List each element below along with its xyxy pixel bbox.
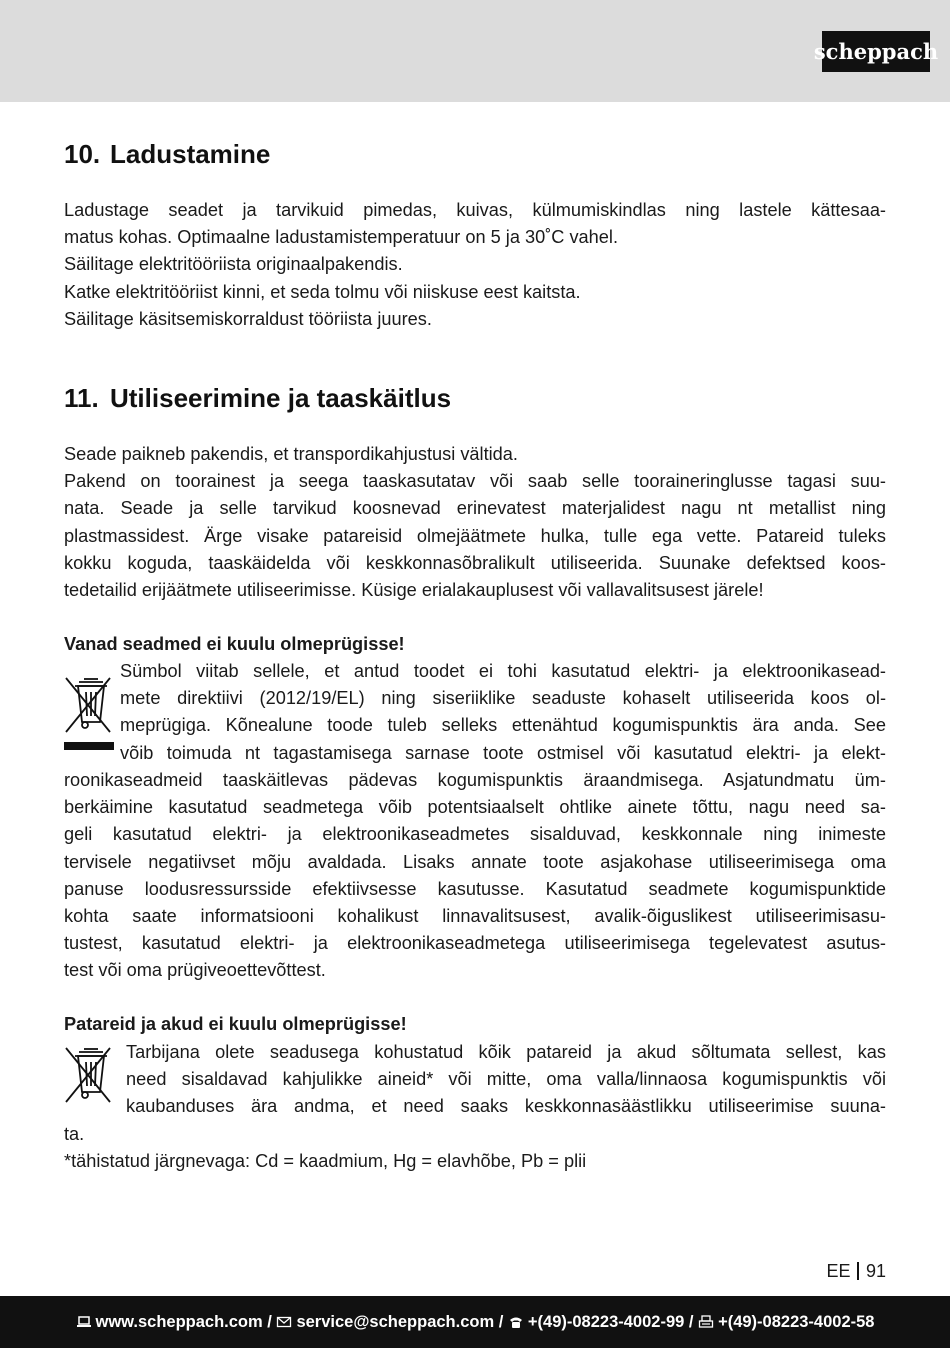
text-line: need sisaldavad kahjulikke aineid* või mitte, oma valla/linnaosa kogumispunktis või [126,1069,886,1090]
text-line: Seade paikneb pakendis, et transpordikahjustusi vältida. [64,444,518,464]
scheppach-logo: scheppach [822,31,930,72]
footer-bar [0,1296,950,1348]
header-bar [0,0,950,102]
language-code: EE [826,1261,851,1281]
batteries-indented-text [126,1039,886,1121]
section-number: 11. [64,383,99,413]
text-line: Ladustage seadet ja tarvikuid pimedas, kuivas, külmumiskindlas ning lastele kättesaa- [64,200,886,220]
text-line: test või oma prügiveoettevõttest. [64,960,326,981]
section-11-heading [64,383,451,414]
batteries-heading: Patareid ja akud ei kuulu olmeprügisse! [64,1014,407,1034]
text-line: roonikaseadmeid taaskäitlevas pädevas kogumispunktis äraandmisega. Asjatundmatu üm- [64,770,886,790]
telephone-icon [508,1315,524,1329]
text-line: Sümbol viitab sellele, et antud toodet ei tohi kasutatud elektri- ja elektroonikasead- [120,661,886,681]
weee-text [64,767,886,985]
section-title: Utiliseerimine ja taaskäitlus [110,383,452,413]
text-line: panuse loodusressursside efektiivsesse kasutusse. Kasutatud seadmete kogumispunktide [64,878,886,899]
text-line: ta. [64,1124,85,1144]
text-line: Pakend on toorainest ja seega taaskasutatav või saab selle tooraineringlusse tagasi suu- [64,471,886,492]
section-10-heading [64,139,270,170]
envelope-icon [276,1315,292,1329]
section-title: Ladustamine [110,139,271,169]
page-number-divider [857,1262,859,1280]
text-line: tedetailid erijäätmete utiliseerimisse. Küsige erialakauplusest või vallavalitsusest järele! [64,580,764,601]
text-line: meprügiga. Kõnealune toode tuleb selleks ettenähtud kogumispunktis ära anda. See [120,715,886,736]
text-line: mete direktiivi (2012/19/EL) ning siseriiklike seaduste kohaselt utiliseerida koos ol- [120,688,886,709]
footer-website-link[interactable]: www.scheppach.com / [95,1312,272,1331]
text-line: Katke elektritööriist kinni, et seda tolmu või niiskuse eest kaitsta. [64,281,581,302]
text-line: kaubanduses ära andma, et need saaks keskkonnasäästlikku utiliseerimise suuna- [126,1096,886,1117]
section-number: 10. [64,139,101,169]
text-line: Tarbijana olete seadusega kohustatud kõik patareid ja akud sõltumata sellest, kas [126,1042,886,1062]
text-line: berkäimine kasutatud seadmetega võib potentsiaalselt ohtlike ainete tõttu, nagu need sa- [64,797,886,818]
text-line: *tähistatud järgnevaga: Cd = kaadmium, Hg = elavhõbe, Pb = plii [64,1151,587,1172]
section-10-text [64,197,886,333]
batteries-text [64,1121,886,1175]
text-line: matus kohas. Optimaalne ladustamistemperatuur on 5 ja 30˚C vahel. [64,227,618,248]
text-line: nata. Seade ja selle tarvikud koosnevad erinevatest materjalidest nagu nt metallist ning [64,498,886,519]
footer-fax: +(49)-08223-4002-58 [718,1312,875,1331]
text-line: Säilitage elektritööriista originaalpakendis. [64,254,403,275]
weee-indented-text [120,658,886,767]
footer-email-link[interactable]: service@scheppach.com / [296,1312,504,1331]
crossed-out-wheelie-bin-icon [64,1046,114,1111]
footer-phone: +(49)-08223-4002-99 / [527,1312,694,1331]
text-line: Säilitage käsitsemiskorraldust tööriista juures. [64,308,432,329]
text-line: võib toimuda nt tagastamisega sarnase toote ostmisel või kasutatud elektri- ja elekt- [120,742,886,763]
text-line: kokku koguda, taaskäidelda või keskkonnasõbralikult utiliseerida. Suunake defektsed koos- [64,552,886,573]
page-number [826,1261,886,1282]
page-number-value: 91 [865,1261,886,1281]
section-11-text [64,441,886,604]
text-line: plastmassidest. Ärge visake patareisid olmejäätmete hulka, tulle ega vette. Patareid tuleks [64,525,886,546]
text-line: tustest, kasutatud elektri- ja elektroonikaseadmetega utiliseerimisega tegelevatest asutus- [64,933,886,954]
text-line: kohta saate informatsiooni kohalikust linnavalitsusest, avalik-õiguslikest utiliseerimisasu- [64,906,886,927]
text-line: geli kasutatud elektri- ja elektroonikaseadmetes sisalduvad, keskkonnale ning inimeste [64,824,886,845]
text-line: tervisele negatiivset mõju avaldada. Lisaks annate toote asjakohase utiliseerimisega oma [64,851,886,872]
crossed-out-wheelie-bin-icon [64,676,114,759]
weee-heading: Vanad seadmed ei kuulu olmeprügisse! [64,634,405,654]
laptop-icon [76,1315,92,1329]
fax-icon [698,1315,714,1329]
